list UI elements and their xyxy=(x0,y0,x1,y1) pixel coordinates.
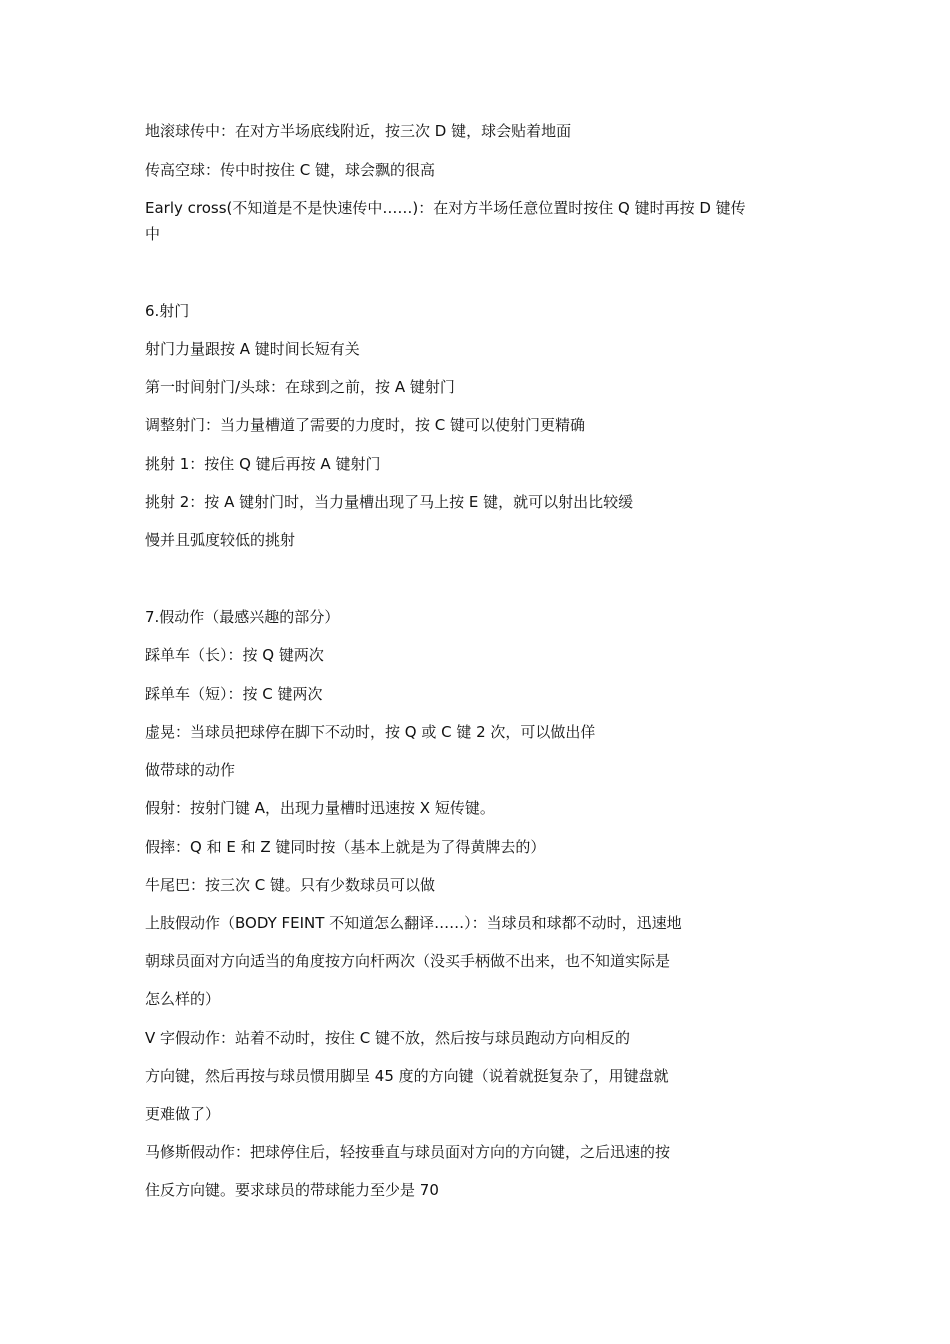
text-line-adjust-shot: 调整射门：当力量槽道了需要的力度时，按 C 键可以使射门更精确 xyxy=(145,416,586,434)
text-line-chip-shot-1: 挑射 1：按住 Q 键后再按 A 键射门 xyxy=(145,455,381,473)
text-line-dive: 假摔：Q 和 E 和 Z 键同时按（基本上就是为了得黄牌去的） xyxy=(145,838,546,856)
text-line-feint: 虚晃：当球员把球停在脚下不动时，按 Q 或 C 键 2 次，可以做出佯 xyxy=(145,723,596,741)
text-line-chip-shot-2: 挑射 2：按 A 键射门时，当力量槽出现了马上按 E 键，就可以射出比较缓 xyxy=(145,493,634,511)
text-line-v-feint: V 字假动作：站着不动时，按住 C 键不放，然后按与球员跑动方向相反的 xyxy=(145,1029,631,1047)
text-line-body-feint-cont-2: 怎么样的） xyxy=(145,990,221,1008)
text-line-early-cross: Early cross(不知道是不是快速传中……)：在对方半场任意位置时按住 Q 键时再按 D 键传 xyxy=(145,199,746,217)
text-line-ground-cross: 地滚球传中：在对方半场底线附近，按三次 D 键，球会贴着地面 xyxy=(145,122,572,140)
text-line-chip-shot-2-cont: 慢并且弧度较低的挑射 xyxy=(145,531,296,549)
section-heading-shooting: 6.射门 xyxy=(145,302,190,320)
text-line-elastico: 牛尾巴：按三次 C 键。只有少数球员可以做 xyxy=(145,876,436,894)
text-line-fake-shot: 假射：按射门键 A，出现力量槽时迅速按 X 短传键。 xyxy=(145,799,495,817)
text-line-body-feint: 上肢假动作（BODY FEINT 不知道怎么翻译……）：当球员和球都不动时，迅速地 xyxy=(145,914,682,932)
text-line-matthews-feint-cont: 住反方向键。要求球员的带球能力至少是 70 xyxy=(145,1181,439,1199)
text-line-high-cross: 传高空球：传中时按住 C 键，球会飘的很高 xyxy=(145,161,436,179)
text-line-feint-cont: 做带球的动作 xyxy=(145,761,236,779)
text-line-stepover-short: 踩单车（短）：按 C 键两次 xyxy=(145,685,323,703)
text-line-shot-power: 射门力量跟按 A 键时间长短有关 xyxy=(145,340,360,358)
text-line-first-time-shot: 第一时间射门/头球：在球到之前，按 A 键射门 xyxy=(145,378,455,396)
text-line-early-cross-cont: 中 xyxy=(145,225,161,243)
text-line-matthews-feint: 马修斯假动作：把球停住后，轻按垂直与球员面对方向的方向键，之后迅速的按 xyxy=(145,1143,671,1161)
text-line-v-feint-cont: 方向键，然后再按与球员惯用脚呈 45 度的方向键（说着就挺复杂了，用键盘就 xyxy=(145,1067,669,1085)
text-line-v-feint-cont-2: 更难做了） xyxy=(145,1105,221,1123)
section-heading-feints: 7.假动作（最感兴趣的部分） xyxy=(145,608,340,626)
text-line-body-feint-cont: 朝球员面对方向适当的角度按方向杆两次（没买手柄做不出来，也不知道实际是 xyxy=(145,952,671,970)
text-line-stepover-long: 踩单车（长）：按 Q 键两次 xyxy=(145,646,324,664)
